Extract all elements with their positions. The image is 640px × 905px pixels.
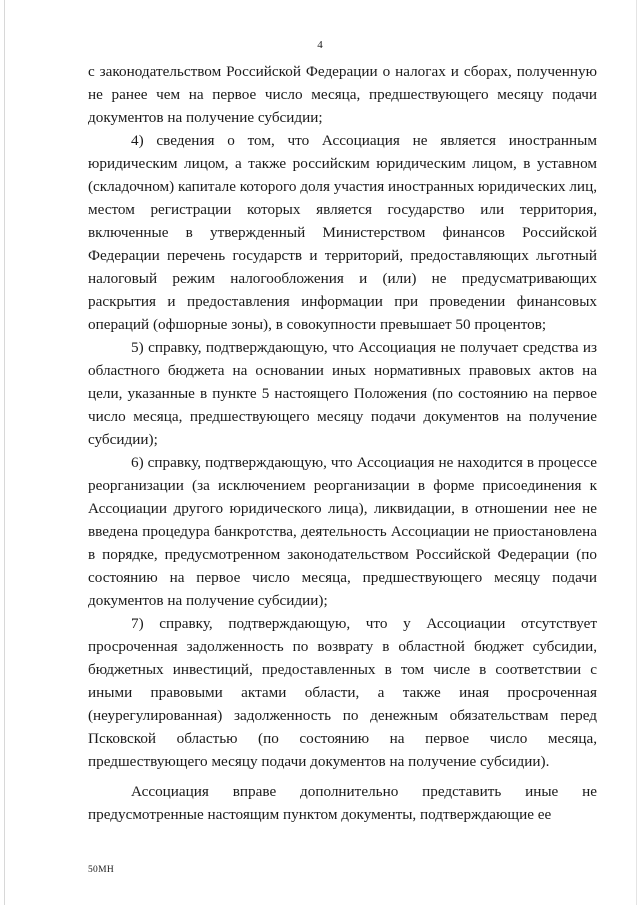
paragraph-item-5: 5) справку, подтверждающую, что Ассоциация не получает средства из областного бюджета на основании иных нормативных правовых актов на цели, указанные в пункте 5 настоящего Положения (по состоянию на первое число месяца, предшествующего месяцу подачи документов на получение субсидии); bbox=[88, 339, 597, 448]
scan-edge-left bbox=[4, 0, 5, 905]
paragraph-continuation: с законодательством Российской Федерации о налогах и сборах, полученную не ранее чем на первое число месяца, предшествующего месяцу подачи документов на получение субсидии; bbox=[88, 63, 597, 126]
paragraph-item-4: 4) сведения о том, что Ассоциация не является иностранным юридическим лицом, а также российским юридическим лицом, в уставном (складочном) капитале которого доля участия иностранных юридических лиц, местом регистрации которых является государство или территория, включенные в утвержденный Министерством финансов Российской Федерации перечень государств и территорий, предоставляющих льготный налоговый режим налогообложения и (или) не предусматривающих раскрытия и предоставления информации при проведении финансовых операций (офшорные зоны), в совокупности превышает 50 процентов; bbox=[88, 132, 597, 333]
paragraph-additional-documents: Ассоциация вправе дополнительно представить иные не предусмотренные настоящим пунктом документы, подтверждающие ее bbox=[88, 783, 597, 823]
paragraph-item-7: 7) справку, подтверждающую, что у Ассоциации отсутствует просроченная задолженность по возврату в областной бюджет субсидии, бюджетных инвестиций, предоставленных в том числе в соответствии с иными правовыми актами области, а также иная просроченная (неурегулированная) задолженность по денежным обязательствам перед Псковской областью (по состоянию на первое число месяца, предшествующего месяцу подачи документов на получение субсидии). bbox=[88, 615, 597, 770]
paragraph-item-6: 6) справку, подтверждающую, что Ассоциация не находится в процессе реорганизации (за исключением реорганизации в форме присоединения к Ассоциации другого юридического лица), ликвидации, в отношении нее не введена процедура банкротства, деятельность Ассоциации не приостановлена в порядке, предусмотренном законодательством Российской Федерации (по состоянию на первое число месяца, предшествующего месяцу подачи документов на получение субсидии); bbox=[88, 454, 597, 609]
footer-document-code: 50МН bbox=[88, 865, 115, 875]
document-body bbox=[88, 60, 597, 826]
scan-edge-right bbox=[636, 0, 637, 905]
page-number: 4 bbox=[317, 39, 323, 51]
